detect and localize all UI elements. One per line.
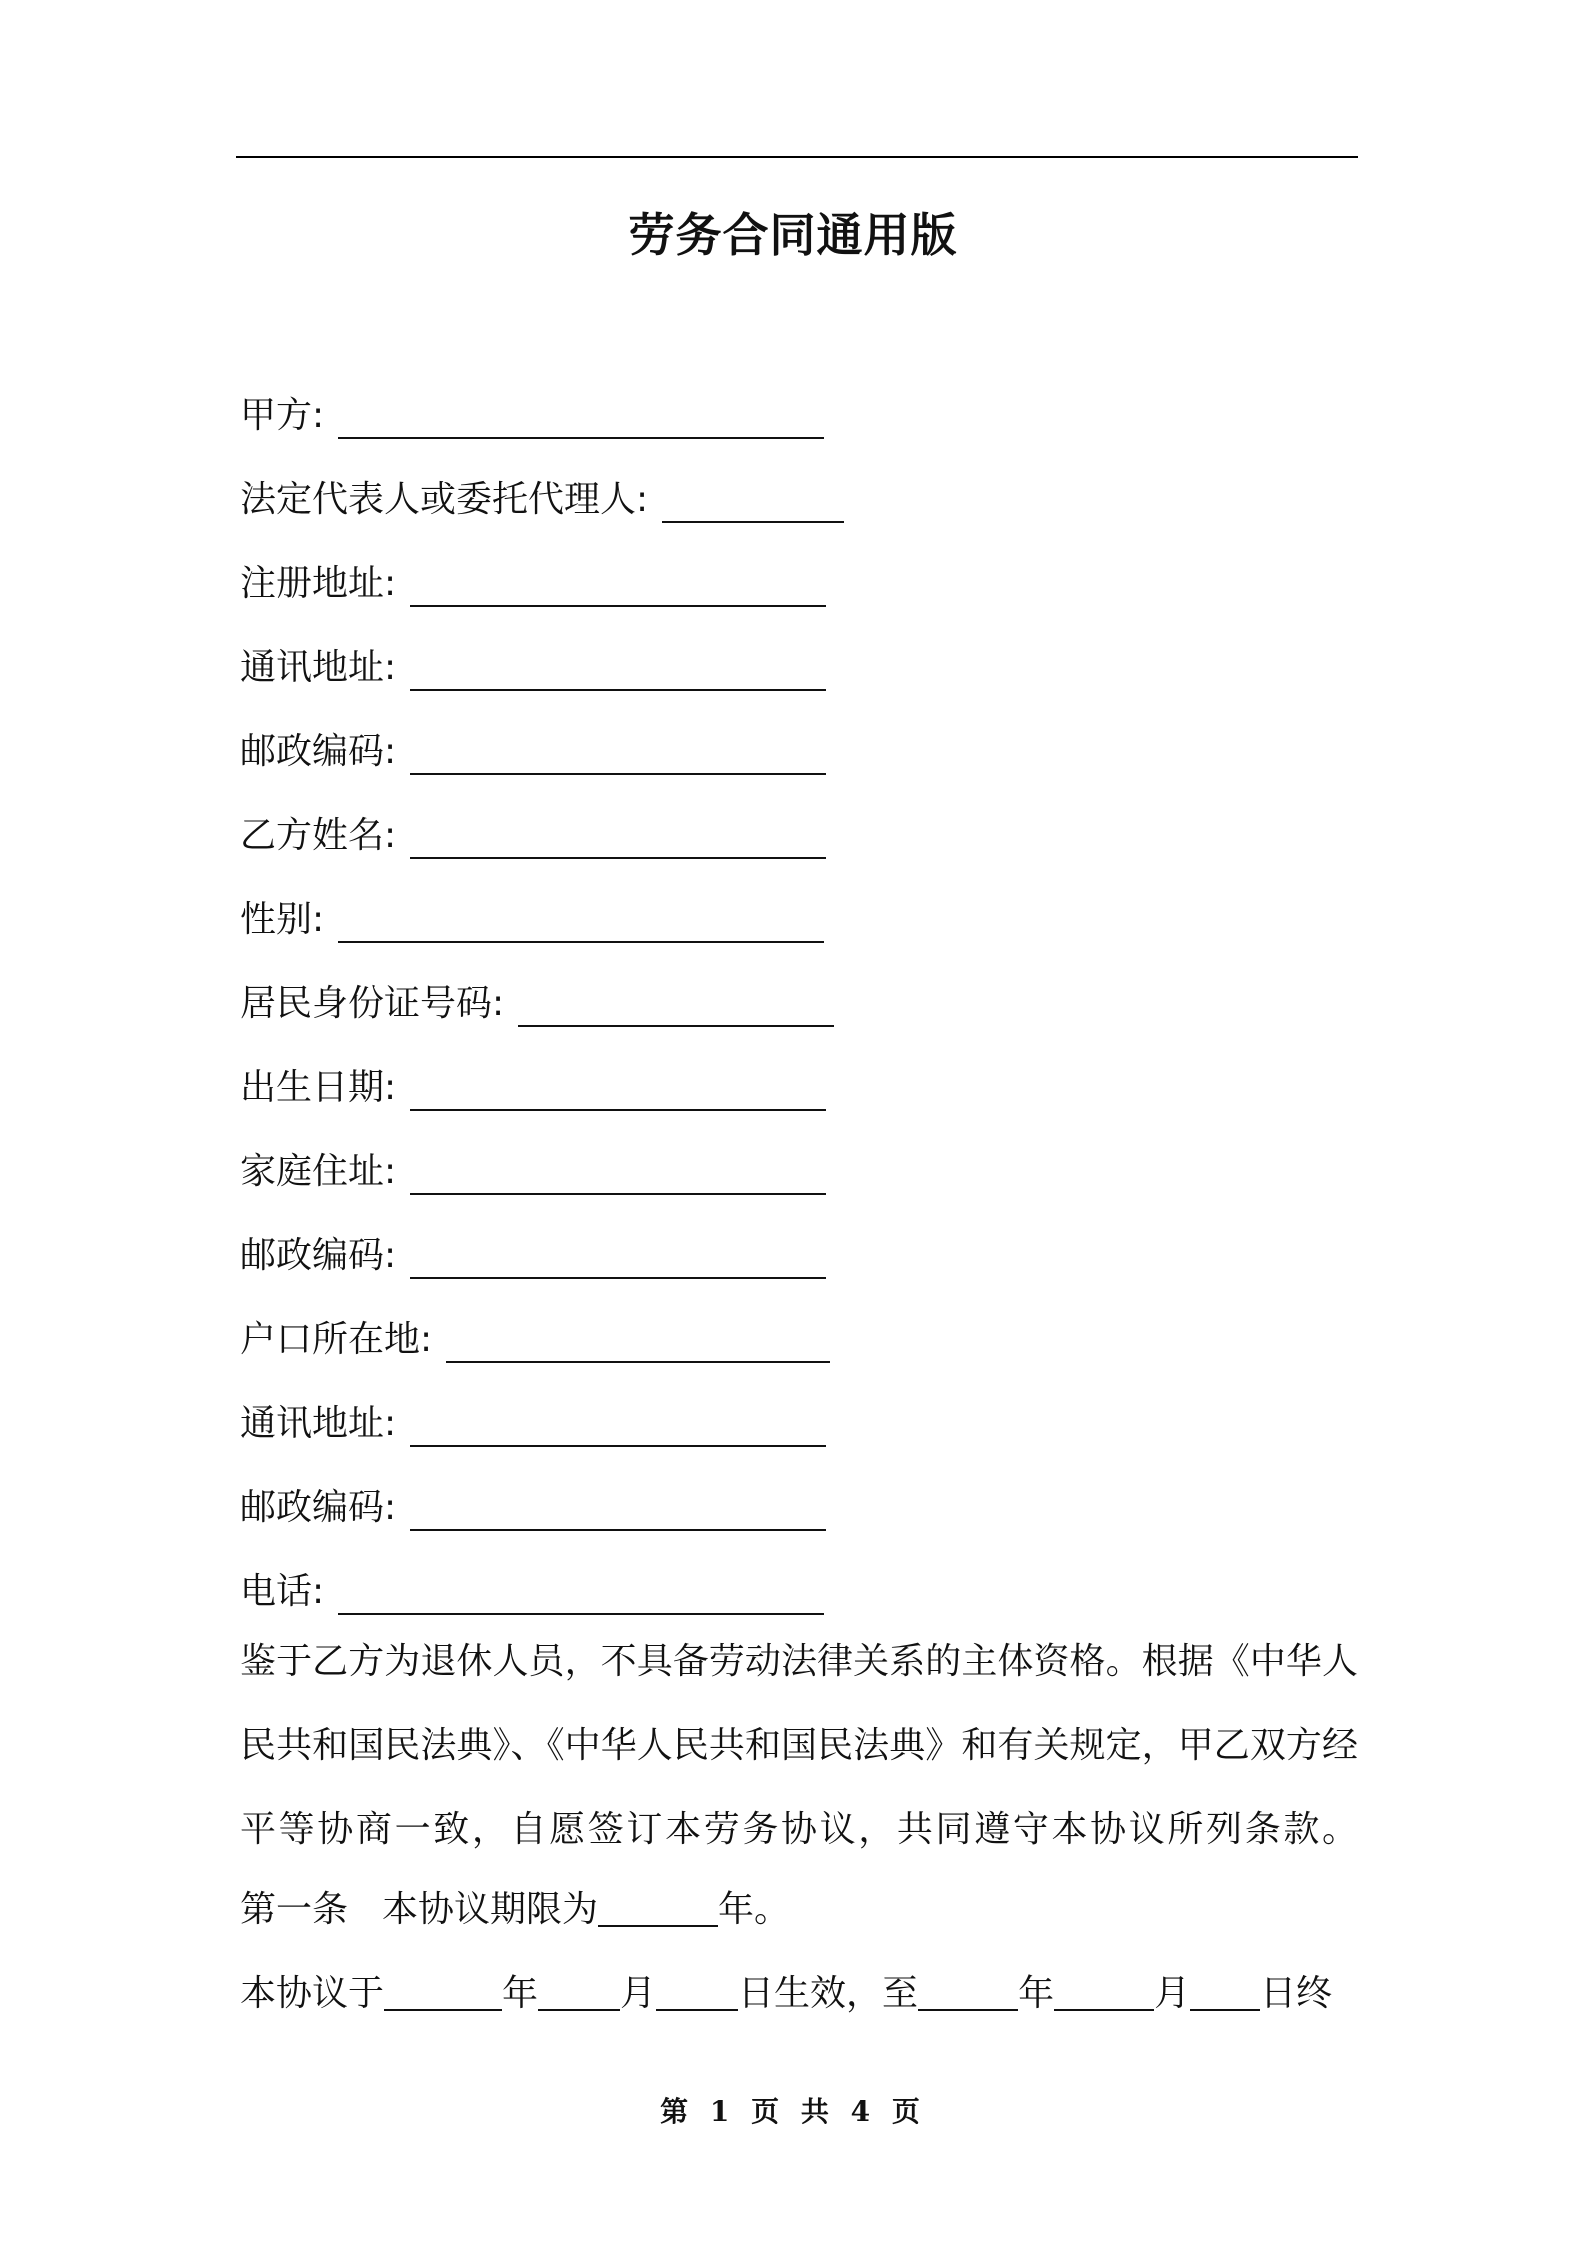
year-label: 年 bbox=[502, 1973, 539, 2014]
effective-date-line bbox=[240, 1952, 1332, 2036]
page-number-footer: 第 1 页 共 4 页 bbox=[660, 2095, 926, 2128]
fill-in-blank[interactable] bbox=[410, 1249, 826, 1279]
fill-in-blank[interactable] bbox=[338, 409, 824, 439]
field-label: 户口所在地: bbox=[240, 1318, 433, 1360]
month-label: 月 bbox=[620, 1973, 657, 2014]
field-label: 家庭住址: bbox=[240, 1150, 397, 1192]
field-postal-code-a bbox=[240, 706, 1360, 790]
field-registered-address bbox=[240, 538, 1360, 622]
preamble-paragraph: 鉴于乙方为退休人员，不具备劳动法律关系的主体资格。根据《中华人民共和国民法典》、《中华人民共和国民法典》和有关规定，甲乙双方经平等协商一致，自愿签订本劳务协议，共同遵守本协议所列条款。 bbox=[240, 1641, 1358, 1850]
field-label: 居民身份证号码: bbox=[240, 982, 505, 1024]
field-label: 性别: bbox=[240, 898, 325, 940]
field-home-address bbox=[240, 1126, 1360, 1210]
start-year-blank[interactable] bbox=[384, 1979, 502, 2011]
fill-in-blank[interactable] bbox=[410, 1165, 826, 1195]
field-label: 出生日期: bbox=[240, 1066, 397, 1108]
fill-in-blank[interactable] bbox=[338, 913, 824, 943]
field-label: 乙方姓名: bbox=[240, 814, 397, 856]
end-month-blank[interactable] bbox=[1054, 1979, 1154, 2011]
field-birth-date bbox=[240, 1042, 1360, 1126]
month-label: 月 bbox=[1154, 1973, 1191, 2014]
fill-in-blank[interactable] bbox=[338, 1585, 824, 1615]
field-label: 电话: bbox=[240, 1570, 325, 1612]
field-label: 注册地址: bbox=[240, 562, 397, 604]
field-phone bbox=[240, 1546, 1360, 1630]
field-label: 邮政编码: bbox=[240, 1234, 397, 1276]
document-title: 劳务合同通用版 bbox=[628, 208, 958, 262]
fill-in-blank[interactable] bbox=[410, 661, 826, 691]
field-party-b-name bbox=[240, 790, 1360, 874]
field-gender bbox=[240, 874, 1360, 958]
fill-in-blank[interactable] bbox=[662, 493, 844, 523]
field-legal-representative bbox=[240, 454, 1360, 538]
field-label: 邮政编码: bbox=[240, 730, 397, 772]
fill-in-blank[interactable] bbox=[410, 745, 826, 775]
field-party-a bbox=[240, 370, 1360, 454]
header-rule bbox=[236, 156, 1358, 158]
party-info-fields bbox=[240, 370, 1360, 1630]
fill-in-blank[interactable] bbox=[446, 1333, 830, 1363]
fill-in-blank[interactable] bbox=[410, 1081, 826, 1111]
term-years-blank[interactable] bbox=[598, 1895, 718, 1927]
start-day-blank[interactable] bbox=[656, 1979, 738, 2011]
article-1 bbox=[240, 1868, 790, 1952]
field-label: 通讯地址: bbox=[240, 1402, 397, 1444]
end-day-blank[interactable] bbox=[1190, 1979, 1260, 2011]
field-label: 通讯地址: bbox=[240, 646, 397, 688]
field-postal-code-c bbox=[240, 1462, 1360, 1546]
fill-in-blank[interactable] bbox=[410, 1501, 826, 1531]
field-label: 邮政编码: bbox=[240, 1486, 397, 1528]
field-mailing-address-b bbox=[240, 1378, 1360, 1462]
day-label: 日生效，至 bbox=[738, 1973, 919, 2014]
field-label: 甲方: bbox=[240, 394, 325, 436]
field-postal-code-b bbox=[240, 1210, 1360, 1294]
field-label: 法定代表人或委托代理人: bbox=[240, 478, 649, 520]
fill-in-blank[interactable] bbox=[410, 577, 826, 607]
year-label: 年 bbox=[1018, 1973, 1055, 2014]
fill-in-blank[interactable] bbox=[410, 1417, 826, 1447]
article-heading: 第一条 bbox=[240, 1889, 349, 1930]
start-month-blank[interactable] bbox=[538, 1979, 620, 2011]
fill-in-blank[interactable] bbox=[410, 829, 826, 859]
field-mailing-address-a bbox=[240, 622, 1360, 706]
end-year-blank[interactable] bbox=[918, 1979, 1018, 2011]
article-text: 本协议期限为 bbox=[382, 1889, 599, 1930]
field-household-registration bbox=[240, 1294, 1360, 1378]
fill-in-blank[interactable] bbox=[518, 997, 834, 1027]
field-id-number bbox=[240, 958, 1360, 1042]
article-text-end: 年。 bbox=[718, 1889, 791, 1930]
effective-prefix: 本协议于 bbox=[240, 1973, 385, 2014]
day-label-end: 日终 bbox=[1260, 1973, 1333, 2014]
